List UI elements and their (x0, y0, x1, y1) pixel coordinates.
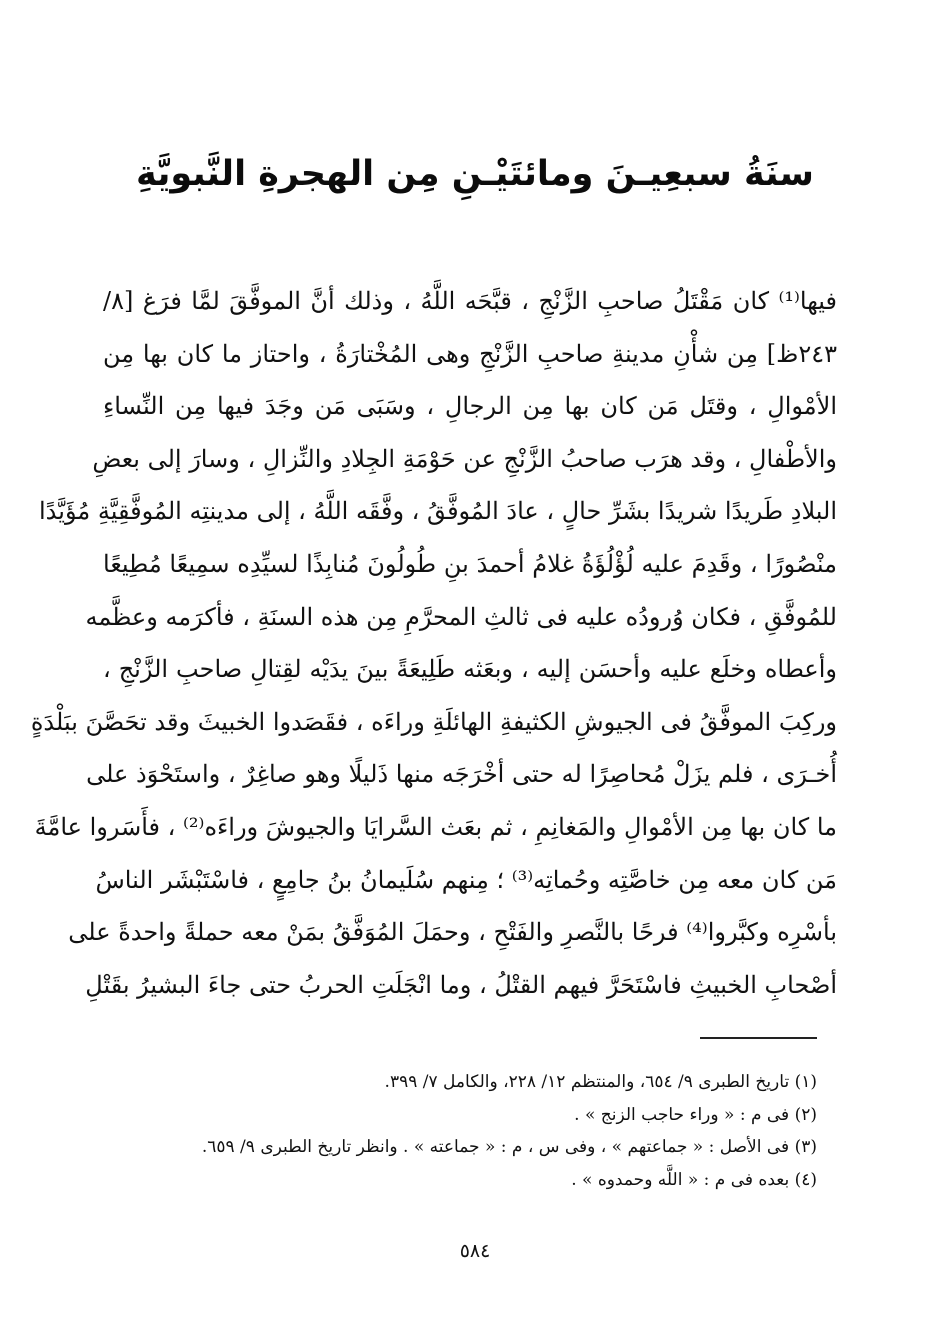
text-line: وركِبَ الموفَّقُ فى الجيوشِ الكثيفةِ الهائلَةِ وراءَه ، فقَصَدوا الخبيثَ وقد تحَصَّنَ ببَلْدَةٍ (30, 707, 837, 736)
footnote-4: (٤) بعده فى م : « اللَّه وحمدوه » . (571, 1169, 817, 1190)
text-line: منْصُورًا ، وقَدِمَ عليه لُؤْلُؤَةُ غلامُ أحمدَ بنِ طُولُونَ مُنابِذًا لسيِّدِه سمِيعًا مُطِيعًا (103, 549, 837, 578)
text-line: والأطْفالِ ، وقد هرَب صاحبُ الزَّنْجِ عن حَوْمَةِ الجِلادِ والنِّزالِ ، وسارَ إلى بعضِ (92, 444, 837, 473)
footnote-2: (٢) فى م : « وراء حاجب الزنج » . (574, 1104, 817, 1125)
page-number: ٥٨٤ (459, 1240, 491, 1262)
text-line: أصْحابِ الخبيثِ فاسْتَحَرَّ فيهم القتْلُ ، وما انْجَلَتِ الحربُ حتى جاءَ البشيرُ بقَتْلِ (85, 970, 837, 999)
text-line: البلادِ طَريدًا شريدًا بشَرِّ حالٍ ، عادَ المُوفَّقُ ، وفَّقَه اللَّهُ ، إلى مدينتِه المُوفَّقِيَّةِ مُؤَيَّدًا (39, 497, 837, 526)
text-line: بأسْرِه وكبَّروا⁽⁴⁾ فرحًا بالنَّصرِ والفَتْحِ ، وحمَلَ المُوَفَّقُ بمَنْ معه حملةً واحدةً على (68, 918, 837, 947)
text-line: للمُوفَّقِ ، فكان وُرودُه عليه فى ثالثِ المحرَّمِ مِن هذه السنَةِ ، فأكرَمه وعظَّمه (85, 602, 837, 631)
footnote-3: (٣) فى الأصل : « جماعتهم » ، وفى س ، م : « جماعته » . وانظر تاريخ الطبرى ٩/ ٦٥٩. (201, 1137, 817, 1157)
footnote-1: (١) تاريخ الطبرى ٩/ ٦٥٤، والمنتظم ١٢/ ٢٢٨، والكامل ٧/ ٣٩٩. (384, 1072, 817, 1092)
text-line: أُخـرَى ، فلم يزَلْ مُحاصِرًا له حتى أخْرَجَه منها ذَليلًا وهو صاغِرٌ ، واستَحْوَذ على (86, 760, 837, 789)
text-line: ٢٤٣ظ] مِن شأْنِ مدينةِ صاحبِ الزَّنْجِ وهى المُخْتارَةُ ، واحتاز ما كان بها مِن (103, 339, 837, 368)
footnote-divider (700, 1037, 817, 1039)
text-line: ما كان بها مِن الأمْوالِ والمَغانِمِ ، ثم بعَث السَّرايَا والجيوشَ وراءَه⁽²⁾ ، فأَسَروا عامَّةَ (34, 812, 837, 841)
main-text (30, 275, 837, 1011)
chapter-title: سنَةُ سبعِيـنَ ومائتَيْـنِ مِن الهجرةِ النَّبويَّةِ (136, 154, 814, 194)
footnotes (140, 1066, 817, 1196)
text-line: فيها⁽¹⁾ كان مَقْتَلُ صاحبِ الزَّنْجِ ، قبَّحَه اللَّهُ ، وذلك أنَّ الموفَّقَ لمَّا فرَغ [٨/ (103, 287, 837, 315)
text-line: وأعطاه وخلَع عليه وأحسَن إليه ، وبعَثه طَلِيعَةً بينَ يدَيْه لقِتالِ صاحبِ الزَّنْجِ ، (103, 655, 837, 684)
text-line: مَن كان معه مِن خاصَّتِه وحُماتِه⁽³⁾ ؛ مِنهم سُلَيمانُ بنُ جامِعٍ ، فاسْتَبْشَر الناسُ (95, 865, 837, 894)
text-line: الأمْوالِ ، وقتَل مَن كان بها مِن الرجالِ ، وسَبَى مَن وجَدَ فيها مِن النِّساءِ (103, 392, 837, 421)
